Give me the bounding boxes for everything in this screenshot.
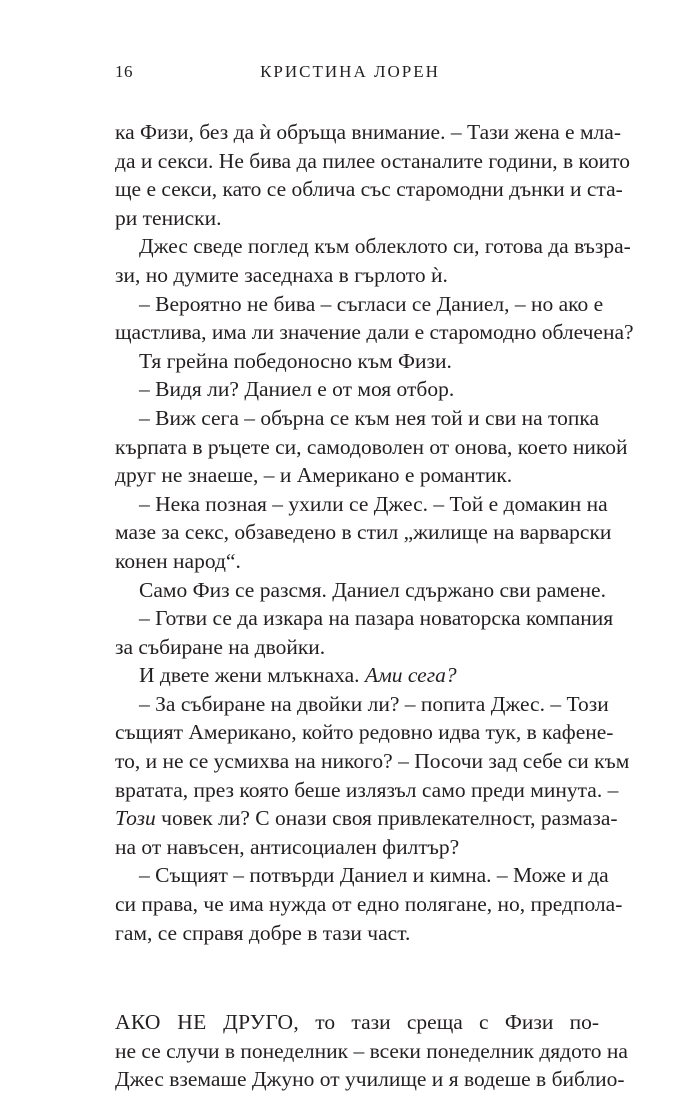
text-line: същият Американо, който редовно идва тук, в кафене- (115, 720, 614, 745)
text-line: зи, но думите заседнаха в гърлото ѝ. (115, 262, 448, 287)
text-line (115, 804, 618, 833)
text-line: Тя грейна победоносно към Физи. (139, 348, 452, 373)
text-line: – Видя ли? Даниел е от моя отбор. (139, 377, 455, 402)
text-span: то тази среща с Физи по- (315, 1010, 600, 1035)
italic-span: Този (115, 806, 156, 831)
text-line: – Вероятно не бива – съгласи се Даниел, – но ако е (139, 291, 604, 316)
body-text (115, 118, 634, 1094)
text-line: ри тениски. (115, 205, 222, 230)
text-line: – За събиране на двойки ли? – попита Джес. – Този (139, 691, 609, 716)
text-line: мазе за секс, обзаведено в стил „жилище на варварски (115, 520, 612, 545)
text-line: – Виж сега – обърна се към нея той и сви на топка (139, 405, 600, 430)
text-line: щастлива, има ли значение дали е старомодно облечена? (115, 320, 634, 345)
text-line: си права, че има нужда от едно полягане, но, предпола- (115, 892, 623, 917)
text-line: то, и не се усмихва на никого? – Посочи зад себе си към (115, 749, 630, 774)
text-line: друг не знаеше, – и Американо е романтик. (115, 463, 513, 488)
running-head: КРИСТИНА ЛОРЕН (260, 62, 440, 81)
text-line: на от навъсен, антисоциален филтър? (115, 834, 460, 859)
text-line: ще е секси, като се облича със старомодни дънки и ста- (115, 177, 623, 202)
page-number: 16 (115, 62, 133, 81)
text-line: – Същият – потвърди Даниел и кимна. – Може и да (139, 863, 609, 888)
text-span: И двете жени млъкнаха. (139, 663, 360, 688)
text-line: кърпата в ръцете си, самодоволен от онова, което никой (115, 434, 628, 459)
text-line: гам, се справя добре в тази част. (115, 920, 411, 945)
section-break (115, 947, 599, 1008)
text-line: – Нека позная – ухили се Джес. – Той е домакин на (139, 491, 608, 516)
text-line: не се случи в понеделник – всеки понеделник дядото на (115, 1038, 628, 1063)
text-line (115, 661, 599, 690)
text-line: конен народ“. (115, 548, 241, 573)
text-line: вратата, през която беше излязъл само преди минута. – (115, 777, 619, 802)
text-line: Джес вземаше Джуно от училище и я водеше в библио- (115, 1067, 625, 1092)
italic-span: Ами сега? (364, 663, 457, 688)
text-line: – Готви се да изкара на пазара новаторска компания (139, 606, 614, 631)
text-line: ка Физи, без да ѝ обръща внимание. – Тази жена е мла- (115, 120, 621, 144)
text-line: за събиране на двойки. (115, 634, 326, 659)
text-line: Само Физ се разсмя. Даниел сдържано сви рамене. (139, 577, 606, 602)
lead-in-caps: АКО НЕ ДРУГО, (115, 1010, 300, 1035)
text-line: да и секси. Не бива да пилее останалите години, в които (115, 148, 630, 173)
text-span: човек ли? С онази своя привлекателност, размаза- (161, 806, 618, 831)
text-line: Джес сведе поглед към облеклото си, готова да възра- (139, 234, 631, 259)
section-opening-line (115, 1008, 599, 1037)
